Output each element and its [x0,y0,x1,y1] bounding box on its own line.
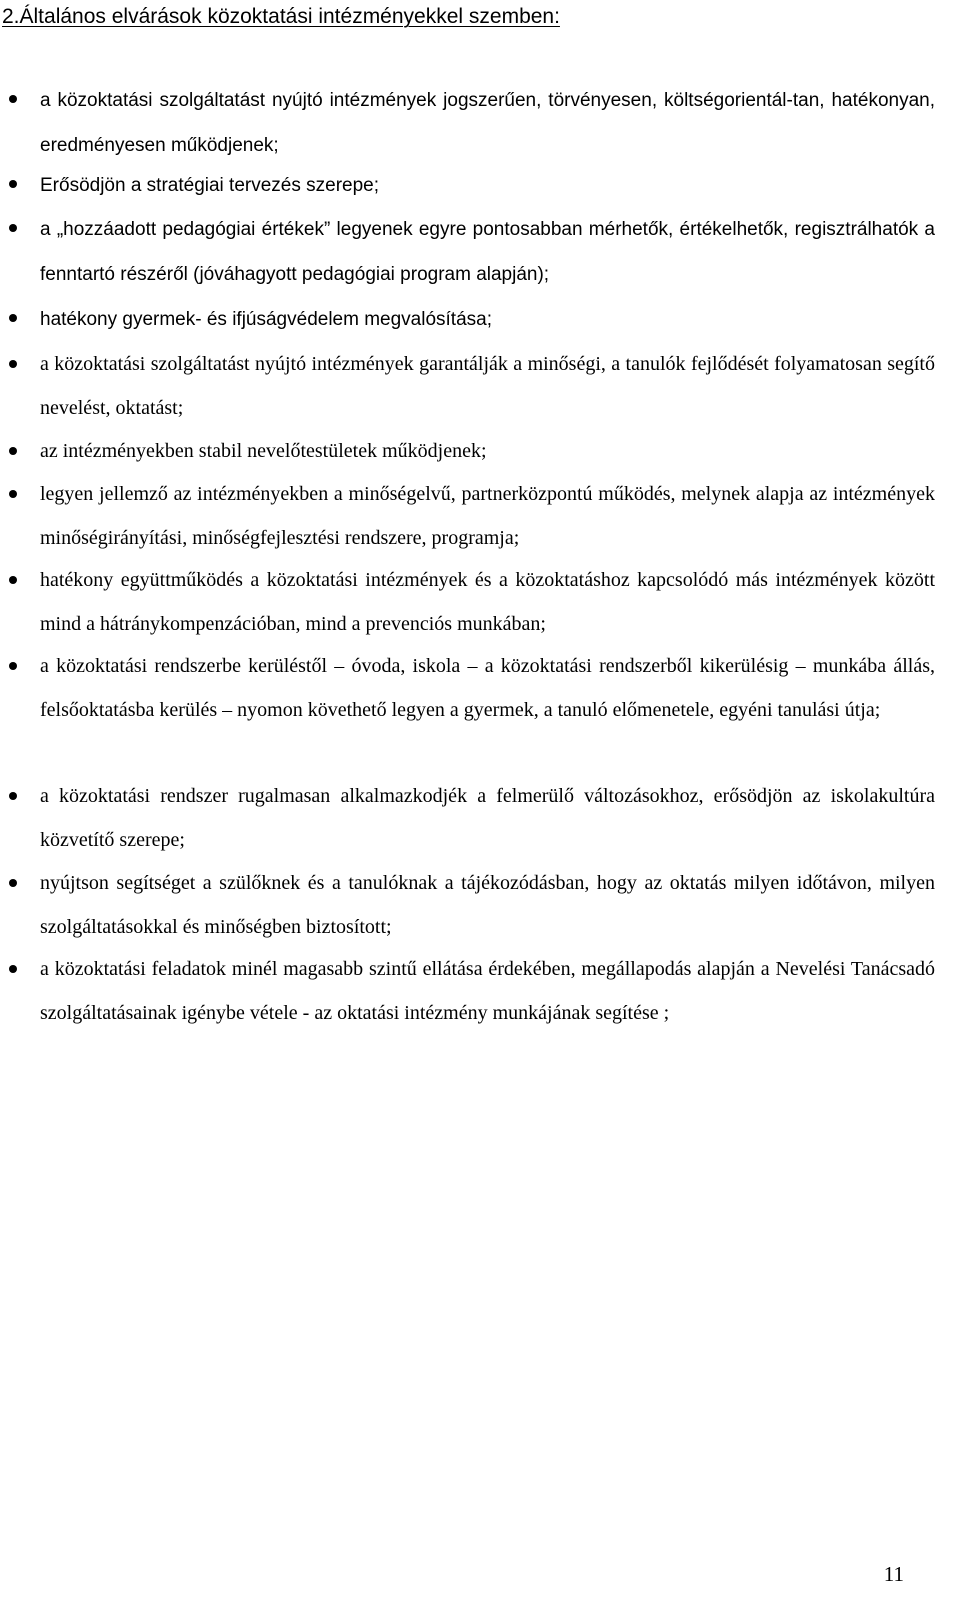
list-item [40,948,935,1035]
list-item [40,343,935,430]
bullet-icon [9,662,17,670]
list-item [40,297,935,342]
list-item [40,163,935,208]
bullet-icon [9,360,17,368]
list-item-text: a közoktatási szolgáltatást nyújtó intézmények garantálják a minőségi, a tanulók fejlődését folyamatosan segítő nevelést, oktatást; [40,353,935,419]
bullet-icon [9,576,17,584]
bullet-icon [9,965,17,973]
page-number: 11 [883,1562,904,1586]
bullet-icon [9,490,17,498]
bullet-icon [9,180,17,188]
list-item-text: nyújtson segítséget a szülőknek és a tanulóknak a tájékozódásban, hogy az oktatás milyen időtávon, milyen szolgáltatásokkal és minőségben biztosított; [40,872,935,938]
list-item-text: a közoktatási rendszer rugalmasan alkalmazkodjék a felmerülő változásokhoz, erősödjön az iskolakultúra közvetítő szerepe; [40,785,935,851]
list-item [40,430,935,474]
bullet-icon [9,224,17,232]
list-item [40,645,935,732]
list-item-text: a „hozzáadott pedagógiai értékek” legyenek egyre pontosabban mérhetők, értékelhetők, regisztrálhatók a fenntartó részéről (jóváhagyott pedagógiai program alapján); [40,219,935,285]
list-item [40,473,935,560]
bullet-icon [9,792,17,800]
bullet-icon [9,879,17,887]
list-item [40,559,935,646]
bullet-icon [9,314,17,322]
list-item-text: a közoktatási szolgáltatást nyújtó intézmények jogszerűen, törvényesen, költségorientál-tan, hatékonyan, eredményesen működjenek; [40,90,935,156]
list-item-text: hatékony együttműködés a közoktatási intézmények és a közoktatáshoz kapcsolódó más intézmények között mind a hátránykompenzációban, mind a prevenciós munkában; [40,569,935,635]
list-item [40,775,935,862]
section-heading: 2.Általános elvárások közoktatási intézményekkel szemben: [2,5,560,28]
list-item-text: az intézményekben stabil nevelőtestületek működjenek; [40,440,487,462]
list-item [40,78,935,168]
list-item-text: a közoktatási rendszerbe kerüléstől – óvoda, iskola – a közoktatási rendszerből kikerülésig – munkába állás, felsőoktatásba kerülés – nyomon követhető legyen a gyermek, a tanuló előmenetele, egyéni tanulási útja; [40,655,935,721]
list-item-text: a közoktatási feladatok minél magasabb szintű ellátása érdekében, megállapodás alapján a Nevelési Tanácsadó szolgáltatásainak igénybe vétele - az oktatási intézmény munkájának segítése ; [40,958,935,1024]
list-item [40,207,935,297]
bullet-icon [9,447,17,455]
list-item-text: Erősödjön a stratégiai tervezés szerepe; [40,175,380,196]
bullet-icon [9,95,17,103]
list-item [40,862,935,949]
list-item-text: legyen jellemző az intézményekben a minőségelvű, partnerközpontú működés, melynek alapja az intézmények minőségirányítási, minőségfejlesztési rendszere, programja; [40,483,935,549]
list-item-text: hatékony gyermek- és ifjúságvédelem megvalósítása; [40,309,493,330]
